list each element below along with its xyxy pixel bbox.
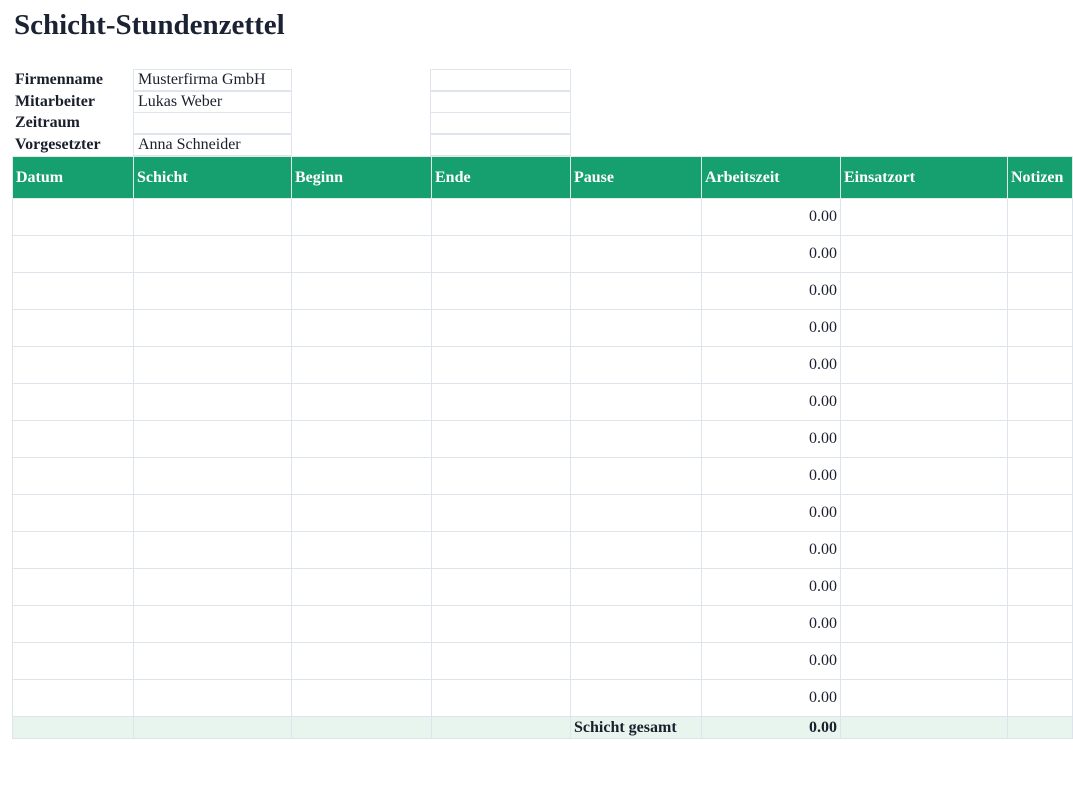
column-header-pause[interactable]: Pause bbox=[571, 157, 702, 199]
cell-schicht[interactable] bbox=[134, 421, 292, 458]
cell-arbeitszeit[interactable]: 0.00 bbox=[702, 273, 841, 310]
cell-beginn[interactable] bbox=[292, 199, 432, 236]
table-row bbox=[13, 680, 1073, 717]
table-row bbox=[13, 643, 1073, 680]
cell-arbeitszeit[interactable]: 0.00 bbox=[702, 643, 841, 680]
cell-pause[interactable] bbox=[571, 680, 702, 717]
cell-arbeitszeit[interactable]: 0.00 bbox=[702, 532, 841, 569]
cell-schicht[interactable] bbox=[134, 236, 292, 273]
cell-datum[interactable] bbox=[13, 680, 134, 717]
cell-datum[interactable] bbox=[13, 495, 134, 532]
cell-arbeitszeit[interactable]: 0.00 bbox=[702, 310, 841, 347]
cell-ende[interactable] bbox=[432, 273, 571, 310]
column-header-arbeitszeit[interactable]: Arbeitszeit bbox=[702, 157, 841, 199]
firm-name-cell[interactable]: Musterfirma GmbH bbox=[133, 69, 292, 91]
cell-pause[interactable] bbox=[571, 384, 702, 421]
cell-ende[interactable] bbox=[432, 495, 571, 532]
cell-notizen[interactable] bbox=[1008, 199, 1073, 236]
total-cell[interactable] bbox=[1008, 717, 1073, 739]
column-header-einsatzort[interactable]: Einsatzort bbox=[841, 157, 1008, 199]
cell-einsatzort[interactable] bbox=[841, 236, 1008, 273]
table-row bbox=[13, 347, 1073, 384]
cell-pause[interactable] bbox=[571, 458, 702, 495]
cell-ende[interactable] bbox=[432, 532, 571, 569]
cell-pause[interactable] bbox=[571, 643, 702, 680]
cell-beginn[interactable] bbox=[292, 458, 432, 495]
cell-datum[interactable] bbox=[13, 643, 134, 680]
total-row bbox=[13, 717, 1073, 739]
cell-schicht[interactable] bbox=[134, 384, 292, 421]
cell-pause[interactable] bbox=[571, 569, 702, 606]
cell-beginn[interactable] bbox=[292, 384, 432, 421]
cell-beginn[interactable] bbox=[292, 236, 432, 273]
cell-einsatzort[interactable] bbox=[841, 347, 1008, 384]
table-row bbox=[13, 495, 1073, 532]
cell-beginn[interactable] bbox=[292, 273, 432, 310]
period-cell[interactable] bbox=[133, 112, 292, 134]
cell-datum[interactable] bbox=[13, 236, 134, 273]
cell-schicht[interactable] bbox=[134, 199, 292, 236]
cell-schicht[interactable] bbox=[134, 273, 292, 310]
cell-einsatzort[interactable] bbox=[841, 569, 1008, 606]
cell-ende[interactable] bbox=[432, 569, 571, 606]
cell-arbeitszeit[interactable]: 0.00 bbox=[702, 384, 841, 421]
cell-schicht[interactable] bbox=[134, 532, 292, 569]
cell-einsatzort[interactable] bbox=[841, 680, 1008, 717]
cell-datum[interactable] bbox=[13, 384, 134, 421]
table-row bbox=[13, 199, 1073, 236]
cell-einsatzort[interactable] bbox=[841, 532, 1008, 569]
empty-cell[interactable] bbox=[430, 69, 571, 91]
cell-notizen[interactable] bbox=[1008, 273, 1073, 310]
cell-notizen[interactable] bbox=[1008, 458, 1073, 495]
cell-notizen[interactable] bbox=[1008, 310, 1073, 347]
empty-cell[interactable] bbox=[430, 112, 571, 134]
cell-notizen[interactable] bbox=[1008, 606, 1073, 643]
total-cell[interactable] bbox=[134, 717, 292, 739]
cell-datum[interactable] bbox=[13, 421, 134, 458]
supervisor-label: Vorgesetzter bbox=[15, 136, 101, 153]
cell-ende[interactable] bbox=[432, 236, 571, 273]
cell-schicht[interactable] bbox=[134, 347, 292, 384]
cell-ende[interactable] bbox=[432, 199, 571, 236]
cell-beginn[interactable] bbox=[292, 421, 432, 458]
cell-ende[interactable] bbox=[432, 606, 571, 643]
cell-datum[interactable] bbox=[13, 532, 134, 569]
cell-einsatzort[interactable] bbox=[841, 310, 1008, 347]
supervisor-cell[interactable]: Anna Schneider bbox=[133, 134, 292, 156]
employee-label: Mitarbeiter bbox=[15, 93, 95, 110]
cell-notizen[interactable] bbox=[1008, 569, 1073, 606]
cell-ende[interactable] bbox=[432, 643, 571, 680]
table-row bbox=[13, 532, 1073, 569]
column-header-notizen[interactable]: Notizen bbox=[1008, 157, 1073, 199]
cell-einsatzort[interactable] bbox=[841, 273, 1008, 310]
cell-ende[interactable] bbox=[432, 384, 571, 421]
cell-datum[interactable] bbox=[13, 310, 134, 347]
cell-schicht[interactable] bbox=[134, 458, 292, 495]
cell-schicht[interactable] bbox=[134, 569, 292, 606]
cell-pause[interactable] bbox=[571, 199, 702, 236]
total-label: Schicht gesamt bbox=[571, 717, 702, 739]
cell-datum[interactable] bbox=[13, 569, 134, 606]
table-row bbox=[13, 569, 1073, 606]
cell-notizen[interactable] bbox=[1008, 680, 1073, 717]
cell-arbeitszeit[interactable]: 0.00 bbox=[702, 421, 841, 458]
cell-notizen[interactable] bbox=[1008, 347, 1073, 384]
cell-datum[interactable] bbox=[13, 273, 134, 310]
empty-cell[interactable] bbox=[430, 134, 571, 156]
cell-beginn[interactable] bbox=[292, 532, 432, 569]
cell-schicht[interactable] bbox=[134, 495, 292, 532]
cell-notizen[interactable] bbox=[1008, 236, 1073, 273]
cell-datum[interactable] bbox=[13, 458, 134, 495]
cell-schicht[interactable] bbox=[134, 643, 292, 680]
cell-schicht[interactable] bbox=[134, 680, 292, 717]
page-title: Schicht-Stundenzettel bbox=[14, 9, 285, 41]
cell-arbeitszeit[interactable]: 0.00 bbox=[702, 495, 841, 532]
cell-datum[interactable] bbox=[13, 606, 134, 643]
cell-beginn[interactable] bbox=[292, 569, 432, 606]
cell-einsatzort[interactable] bbox=[841, 606, 1008, 643]
cell-beginn[interactable] bbox=[292, 606, 432, 643]
total-cell[interactable] bbox=[841, 717, 1008, 739]
table-row bbox=[13, 310, 1073, 347]
cell-beginn[interactable] bbox=[292, 310, 432, 347]
table-row bbox=[13, 421, 1073, 458]
total-cell[interactable] bbox=[432, 717, 571, 739]
total-value: 0.00 bbox=[702, 717, 841, 739]
table-row bbox=[13, 236, 1073, 273]
column-header-schicht[interactable]: Schicht bbox=[134, 157, 292, 199]
timesheet-table bbox=[12, 156, 1073, 739]
cell-arbeitszeit[interactable]: 0.00 bbox=[702, 236, 841, 273]
column-header-ende[interactable]: Ende bbox=[432, 157, 571, 199]
cell-einsatzort[interactable] bbox=[841, 495, 1008, 532]
cell-pause[interactable] bbox=[571, 236, 702, 273]
cell-pause[interactable] bbox=[571, 532, 702, 569]
cell-notizen[interactable] bbox=[1008, 495, 1073, 532]
cell-notizen[interactable] bbox=[1008, 532, 1073, 569]
cell-pause[interactable] bbox=[571, 421, 702, 458]
table-row bbox=[13, 606, 1073, 643]
cell-arbeitszeit[interactable]: 0.00 bbox=[702, 199, 841, 236]
cell-beginn[interactable] bbox=[292, 643, 432, 680]
total-cell[interactable] bbox=[292, 717, 432, 739]
cell-pause[interactable] bbox=[571, 310, 702, 347]
cell-beginn[interactable] bbox=[292, 680, 432, 717]
cell-notizen[interactable] bbox=[1008, 384, 1073, 421]
cell-einsatzort[interactable] bbox=[841, 384, 1008, 421]
total-cell[interactable] bbox=[13, 717, 134, 739]
header-row bbox=[13, 157, 1073, 199]
cell-ende[interactable] bbox=[432, 458, 571, 495]
table-row bbox=[13, 384, 1073, 421]
cell-pause[interactable] bbox=[571, 273, 702, 310]
cell-notizen[interactable] bbox=[1008, 643, 1073, 680]
column-header-datum[interactable]: Datum bbox=[13, 157, 134, 199]
cell-beginn[interactable] bbox=[292, 347, 432, 384]
employee-cell[interactable]: Lukas Weber bbox=[133, 91, 292, 113]
column-header-beginn[interactable]: Beginn bbox=[292, 157, 432, 199]
cell-ende[interactable] bbox=[432, 680, 571, 717]
table-row bbox=[13, 273, 1073, 310]
cell-ende[interactable] bbox=[432, 310, 571, 347]
timesheet-table-container bbox=[12, 156, 1064, 739]
cell-schicht[interactable] bbox=[134, 310, 292, 347]
cell-arbeitszeit[interactable]: 0.00 bbox=[702, 347, 841, 384]
cell-einsatzort[interactable] bbox=[841, 199, 1008, 236]
cell-notizen[interactable] bbox=[1008, 421, 1073, 458]
cell-einsatzort[interactable] bbox=[841, 458, 1008, 495]
cell-datum[interactable] bbox=[13, 347, 134, 384]
cell-einsatzort[interactable] bbox=[841, 643, 1008, 680]
firm-name-label: Firmenname bbox=[15, 71, 103, 88]
cell-pause[interactable] bbox=[571, 347, 702, 384]
period-label: Zeitraum bbox=[15, 114, 80, 131]
cell-pause[interactable] bbox=[571, 495, 702, 532]
cell-arbeitszeit[interactable]: 0.00 bbox=[702, 458, 841, 495]
cell-ende[interactable] bbox=[432, 421, 571, 458]
cell-pause[interactable] bbox=[571, 606, 702, 643]
cell-einsatzort[interactable] bbox=[841, 421, 1008, 458]
cell-schicht[interactable] bbox=[134, 606, 292, 643]
table-row bbox=[13, 458, 1073, 495]
empty-cell[interactable] bbox=[430, 91, 571, 113]
cell-arbeitszeit[interactable]: 0.00 bbox=[702, 680, 841, 717]
cell-datum[interactable] bbox=[13, 199, 134, 236]
cell-beginn[interactable] bbox=[292, 495, 432, 532]
cell-arbeitszeit[interactable]: 0.00 bbox=[702, 569, 841, 606]
cell-arbeitszeit[interactable]: 0.00 bbox=[702, 606, 841, 643]
cell-ende[interactable] bbox=[432, 347, 571, 384]
